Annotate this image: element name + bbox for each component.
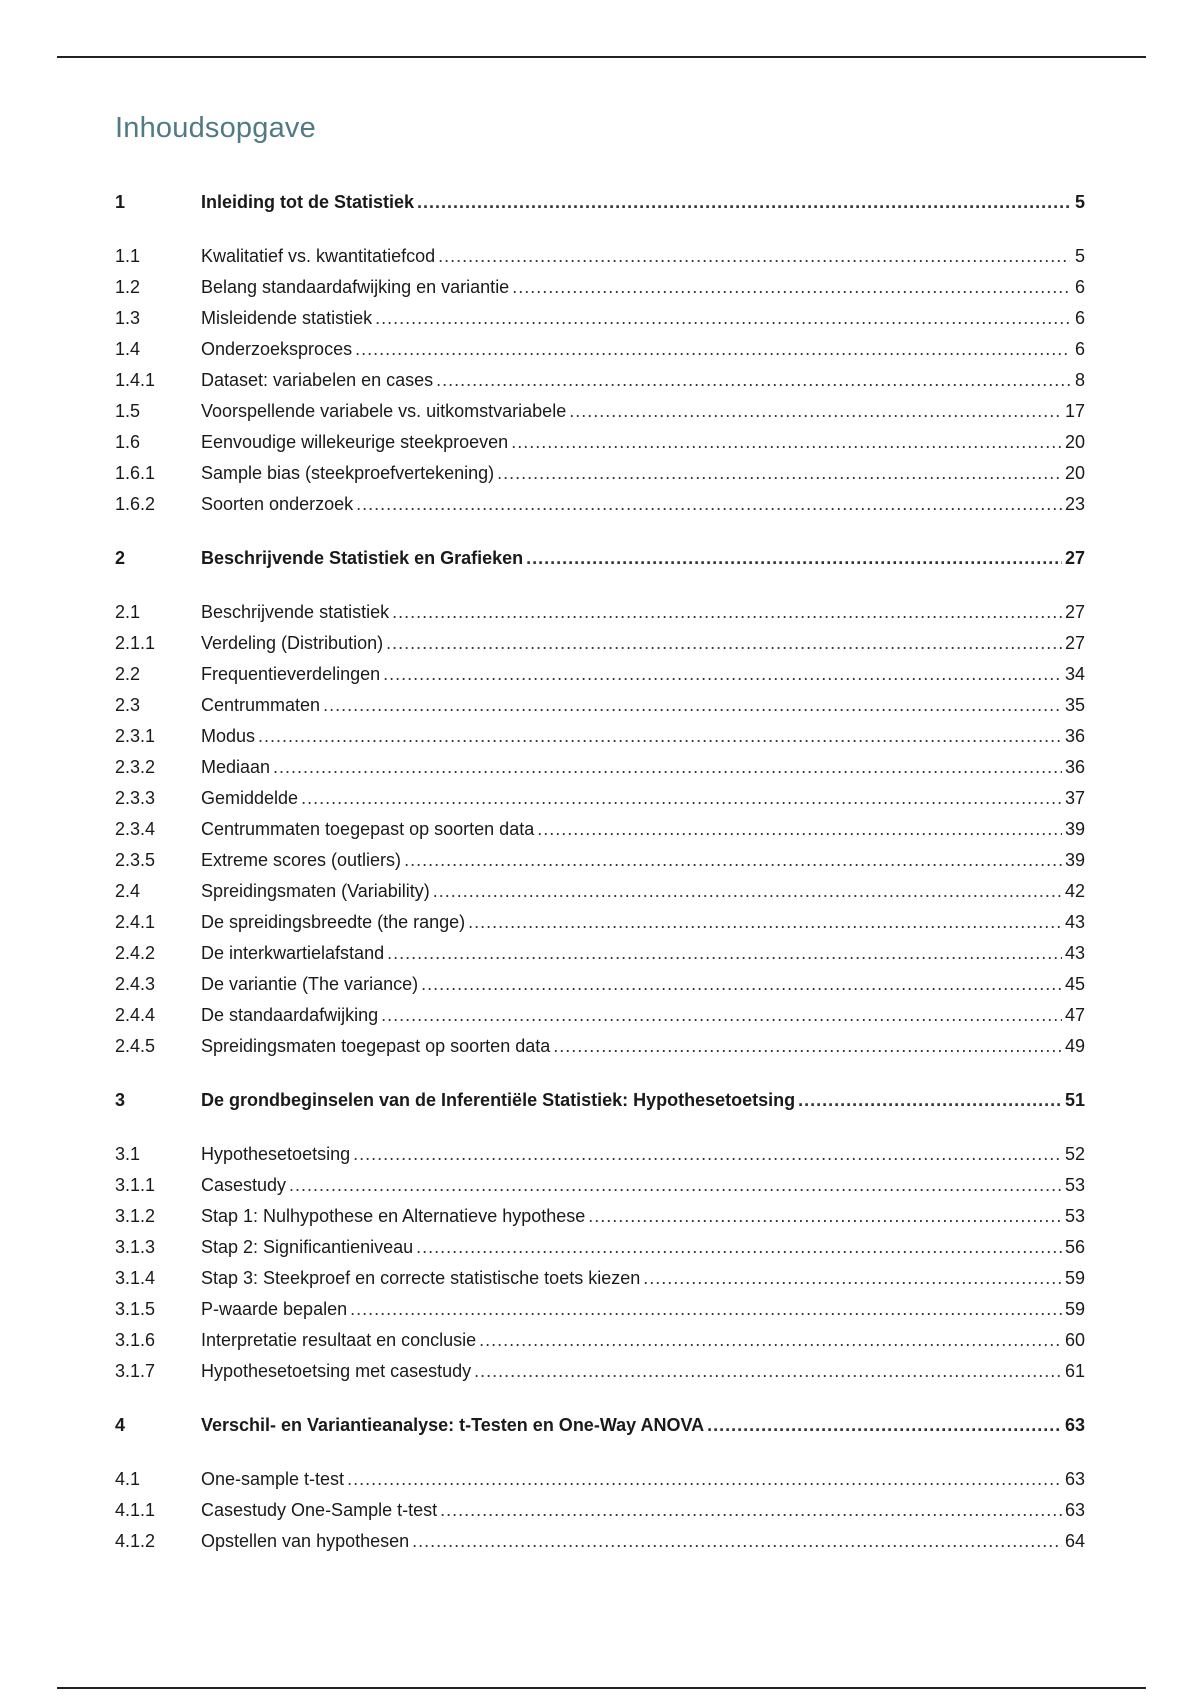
toc-entry-page: 27 [1064, 633, 1085, 653]
toc-entry-number: 2.3.5 [115, 850, 156, 870]
footer-rule [57, 1687, 1146, 1689]
toc-section-entry[interactable] [115, 1320, 1085, 1351]
toc-entry-page: 6 [1074, 277, 1085, 297]
toc-entry-number: 2.3.4 [115, 819, 156, 839]
toc-entry-page: 39 [1064, 819, 1085, 839]
toc-entry-number: 2.2 [115, 664, 141, 684]
toc-entry-label[interactable]: Casestudy One-Sample t-test [201, 1500, 438, 1520]
toc-section-entry[interactable] [115, 1165, 1085, 1196]
toc-entry-number: 1.1 [115, 246, 141, 266]
toc-section-entry[interactable] [115, 995, 1085, 1026]
toc-entry-label[interactable]: Spreidingsmaten (Variability) [201, 881, 430, 901]
toc-entry-number: 3.1 [115, 1144, 141, 1164]
toc-section-entry[interactable] [115, 329, 1085, 360]
toc-section-entry[interactable] [115, 360, 1085, 391]
toc-section-entry[interactable] [115, 267, 1085, 298]
toc-entry-number: 1.6.1 [115, 463, 156, 483]
toc-entry-label[interactable]: P-waarde bepalen [201, 1299, 348, 1319]
toc-dot-leader [353, 1143, 1062, 1165]
table-of-contents [115, 182, 1085, 1552]
toc-entry-page: 61 [1064, 1361, 1085, 1381]
toc-entry-page: 59 [1064, 1299, 1085, 1319]
toc-dot-leader [404, 849, 1062, 871]
toc-dot-leader [356, 493, 1062, 515]
toc-dot-leader [433, 880, 1062, 902]
toc-entry-page: 53 [1064, 1175, 1085, 1195]
toc-dot-leader [387, 942, 1062, 964]
toc-dot-leader [289, 1174, 1062, 1196]
toc-entry-page: 20 [1064, 432, 1085, 452]
toc-entry-label[interactable]: Misleidende statistiek [201, 308, 373, 328]
toc-section-entry[interactable] [115, 716, 1085, 747]
toc-entry-number: 2.1 [115, 602, 141, 622]
toc-title: Inhoudsopgave [115, 112, 316, 144]
toc-entry-page: 51 [1064, 1090, 1085, 1110]
toc-entry-page: 23 [1064, 494, 1085, 514]
toc-entry-page: 49 [1064, 1036, 1085, 1056]
toc-section-entry[interactable] [115, 1459, 1085, 1490]
toc-entry-page: 45 [1064, 974, 1085, 994]
toc-section-entry[interactable] [115, 809, 1085, 840]
toc-entry-label[interactable]: Mediaan [201, 757, 271, 777]
toc-section-entry[interactable] [115, 453, 1085, 484]
toc-dot-leader [474, 1360, 1062, 1382]
toc-chapter-entry[interactable] [115, 182, 1085, 213]
toc-entry-page: 27 [1064, 548, 1085, 568]
toc-dot-leader [421, 973, 1062, 995]
toc-entry-number: 2.4.4 [115, 1005, 156, 1025]
toc-section-entry[interactable] [115, 964, 1085, 995]
toc-entry-number: 3.1.2 [115, 1206, 156, 1226]
toc-entry-number: 2.4 [115, 881, 141, 901]
toc-entry-page: 17 [1064, 401, 1085, 421]
toc-section-entry[interactable] [115, 747, 1085, 778]
toc-section-entry[interactable] [115, 1134, 1085, 1165]
toc-entry-label[interactable]: Beschrijvende Statistiek en Grafieken [201, 548, 524, 568]
toc-entry-label[interactable]: Modus [201, 726, 256, 746]
toc-entry-number: 1.4 [115, 339, 141, 359]
toc-dot-leader [512, 276, 1070, 298]
toc-dot-leader [479, 1329, 1062, 1351]
toc-entry-page: 59 [1064, 1268, 1085, 1288]
toc-dot-leader [553, 1035, 1062, 1057]
toc-section-entry[interactable] [115, 1521, 1085, 1552]
toc-section-entry[interactable] [115, 654, 1085, 685]
toc-entry-number: 1.6.2 [115, 494, 156, 514]
toc-dot-leader [323, 694, 1062, 716]
toc-entry-label[interactable]: Dataset: variabelen en cases [201, 370, 434, 390]
toc-entry-label[interactable]: Beschrijvende statistiek [201, 602, 390, 622]
toc-entry-label[interactable]: Voorspellende variabele vs. uitkomstvariabele [201, 401, 567, 421]
toc-entry-number: 2.3.1 [115, 726, 156, 746]
toc-entry-label[interactable]: Onderzoeksproces [201, 339, 353, 359]
toc-entry-label[interactable]: De variantie (The variance) [201, 974, 419, 994]
toc-entry-number: 3.1.5 [115, 1299, 156, 1319]
toc-dot-leader [258, 725, 1062, 747]
toc-entry-label[interactable]: Stap 1: Nulhypothese en Alternatieve hypothese [201, 1206, 586, 1226]
toc-entry-number: 2.4.5 [115, 1036, 156, 1056]
toc-entry-label[interactable]: Eenvoudige willekeurige steekproeven [201, 432, 509, 452]
toc-entry-number: 2.3.3 [115, 788, 156, 808]
toc-entry-page: 56 [1064, 1237, 1085, 1257]
toc-section-entry[interactable] [115, 685, 1085, 716]
toc-entry-number: 1.4.1 [115, 370, 156, 390]
toc-entry-label[interactable]: Frequentieverdelingen [201, 664, 381, 684]
toc-section-entry[interactable] [115, 1196, 1085, 1227]
toc-entry-page: 39 [1064, 850, 1085, 870]
toc-entry-page: 35 [1064, 695, 1085, 715]
toc-entry-page: 5 [1074, 192, 1085, 212]
toc-dot-leader [381, 1004, 1062, 1026]
toc-entry-label[interactable]: Soorten onderzoek [201, 494, 354, 514]
toc-entry-label[interactable]: Stap 2: Significantieniveau [201, 1237, 414, 1257]
toc-section-entry[interactable] [115, 1258, 1085, 1289]
toc-section-entry[interactable] [115, 484, 1085, 515]
toc-entry-label[interactable]: Centrummaten toegepast op soorten data [201, 819, 535, 839]
toc-entry-number: 1.5 [115, 401, 141, 421]
toc-entry-page: 63 [1064, 1500, 1085, 1520]
toc-dot-leader [438, 245, 1070, 267]
toc-dot-leader [588, 1205, 1062, 1227]
toc-section-entry[interactable] [115, 623, 1085, 654]
toc-section-entry[interactable] [115, 1227, 1085, 1258]
toc-entry-number: 3.1.7 [115, 1361, 156, 1381]
toc-entry-number: 1 [115, 192, 126, 212]
toc-dot-leader [412, 1530, 1062, 1552]
toc-entry-number: 4.1 [115, 1469, 141, 1489]
toc-chapter-entry[interactable] [115, 1080, 1085, 1111]
toc-entry-page: 37 [1064, 788, 1085, 808]
toc-entry-label[interactable]: Inleiding tot de Statistiek [201, 192, 415, 212]
toc-entry-number: 3.1.1 [115, 1175, 156, 1195]
toc-entry-number: 3 [115, 1090, 126, 1110]
toc-entry-label[interactable]: Verschil- en Variantieanalyse: t-Testen en One-Way ANOVA [201, 1415, 705, 1435]
toc-entry-label[interactable]: Interpretatie resultaat en conclusie [201, 1330, 477, 1350]
toc-section-entry[interactable] [115, 1490, 1085, 1521]
toc-entry-number: 4.1.2 [115, 1531, 156, 1551]
toc-entry-number: 2.3.2 [115, 757, 156, 777]
toc-entry-number: 1.3 [115, 308, 141, 328]
toc-entry-page: 60 [1064, 1330, 1085, 1350]
toc-entry-number: 3.1.6 [115, 1330, 156, 1350]
toc-dot-leader [643, 1267, 1062, 1289]
toc-dot-leader [511, 431, 1062, 453]
toc-dot-leader [526, 547, 1062, 569]
toc-entry-number: 3.1.3 [115, 1237, 156, 1257]
toc-entry-label[interactable]: Centrummaten [201, 695, 321, 715]
toc-dot-leader [347, 1468, 1062, 1490]
toc-section-entry[interactable] [115, 840, 1085, 871]
toc-section-entry[interactable] [115, 592, 1085, 623]
toc-dot-leader [375, 307, 1070, 329]
toc-entry-label[interactable]: Stap 3: Steekproef en correcte statistische toets kiezen [201, 1268, 641, 1288]
toc-entry-page: 5 [1074, 246, 1085, 266]
toc-entry-label[interactable]: De grondbeginselen van de Inferentiële Statistiek: Hypothesetoetsing [201, 1090, 796, 1110]
toc-dot-leader [569, 400, 1062, 422]
toc-dot-leader [386, 632, 1062, 654]
toc-entry-page: 27 [1064, 602, 1085, 622]
toc-dot-leader [301, 787, 1062, 809]
toc-entry-page: 64 [1064, 1531, 1085, 1551]
toc-entry-page: 42 [1064, 881, 1085, 901]
toc-entry-number: 2.4.2 [115, 943, 156, 963]
toc-dot-leader [497, 462, 1062, 484]
header-rule [57, 56, 1146, 58]
toc-entry-number: 1.6 [115, 432, 141, 452]
toc-entry-page: 52 [1064, 1144, 1085, 1164]
toc-dot-leader [798, 1089, 1062, 1111]
toc-section-entry[interactable] [115, 422, 1085, 453]
toc-dot-leader [707, 1414, 1062, 1436]
toc-dot-leader [537, 818, 1062, 840]
toc-entry-label[interactable]: De standaardafwijking [201, 1005, 379, 1025]
toc-entry-page: 53 [1064, 1206, 1085, 1226]
toc-entry-label[interactable]: Hypothesetoetsing met casestudy [201, 1361, 472, 1381]
toc-entry-label[interactable]: De spreidingsbreedte (the range) [201, 912, 466, 932]
toc-entry-label[interactable]: One-sample t-test [201, 1469, 345, 1489]
toc-entry-number: 4 [115, 1415, 126, 1435]
toc-dot-leader [383, 663, 1062, 685]
toc-entry-page: 34 [1064, 664, 1085, 684]
toc-entry-label[interactable]: Extreme scores (outliers) [201, 850, 402, 870]
toc-dot-leader [416, 1236, 1062, 1258]
toc-entry-label[interactable]: Gemiddelde [201, 788, 299, 808]
toc-entry-label[interactable]: Verdeling (Distribution) [201, 633, 384, 653]
toc-dot-leader [355, 338, 1070, 360]
toc-dot-leader [417, 191, 1070, 213]
toc-chapter-entry[interactable] [115, 538, 1085, 569]
toc-section-entry[interactable] [115, 902, 1085, 933]
toc-entry-number: 4.1.1 [115, 1500, 156, 1520]
toc-entry-label[interactable]: Hypothesetoetsing [201, 1144, 351, 1164]
toc-section-entry[interactable] [115, 871, 1085, 902]
toc-entry-page: 6 [1074, 308, 1085, 328]
toc-dot-leader [273, 756, 1062, 778]
toc-entry-page: 36 [1064, 757, 1085, 777]
toc-entry-page: 36 [1064, 726, 1085, 746]
toc-entry-label[interactable]: De interkwartielafstand [201, 943, 385, 963]
toc-entry-number: 2.1.1 [115, 633, 156, 653]
toc-section-entry[interactable] [115, 778, 1085, 809]
toc-section-entry[interactable] [115, 391, 1085, 422]
toc-entry-number: 1.2 [115, 277, 141, 297]
toc-dot-leader [440, 1499, 1062, 1521]
toc-dot-leader [436, 369, 1070, 391]
toc-entry-page: 8 [1074, 370, 1085, 390]
toc-section-entry[interactable] [115, 1026, 1085, 1057]
toc-entry-label[interactable]: Sample bias (steekproefvertekening) [201, 463, 495, 483]
toc-entry-label[interactable]: Casestudy [201, 1175, 287, 1195]
toc-entry-number: 2 [115, 548, 126, 568]
toc-dot-leader [350, 1298, 1062, 1320]
toc-entry-label[interactable]: Belang standaardafwijking en variantie [201, 277, 510, 297]
toc-dot-leader [468, 911, 1062, 933]
toc-entry-label[interactable]: Spreidingsmaten toegepast op soorten data [201, 1036, 551, 1056]
toc-section-entry[interactable] [115, 298, 1085, 329]
toc-entry-number: 3.1.4 [115, 1268, 156, 1288]
toc-section-entry[interactable] [115, 933, 1085, 964]
toc-entry-page: 63 [1064, 1469, 1085, 1489]
toc-dot-leader [392, 601, 1062, 623]
toc-entry-page: 43 [1064, 912, 1085, 932]
toc-section-entry[interactable] [115, 1289, 1085, 1320]
toc-entry-page: 47 [1064, 1005, 1085, 1025]
toc-entry-page: 20 [1064, 463, 1085, 483]
toc-entry-page: 6 [1074, 339, 1085, 359]
toc-entry-page: 43 [1064, 943, 1085, 963]
toc-chapter-entry[interactable] [115, 1405, 1085, 1436]
toc-entry-label[interactable]: Kwalitatief vs. kwantitatiefcod [201, 246, 436, 266]
toc-entry-number: 2.3 [115, 695, 141, 715]
toc-entry-page: 63 [1064, 1415, 1085, 1435]
toc-entry-number: 2.4.3 [115, 974, 156, 994]
toc-entry-label[interactable]: Opstellen van hypothesen [201, 1531, 410, 1551]
toc-entry-number: 2.4.1 [115, 912, 156, 932]
toc-section-entry[interactable] [115, 1351, 1085, 1382]
toc-section-entry[interactable] [115, 236, 1085, 267]
